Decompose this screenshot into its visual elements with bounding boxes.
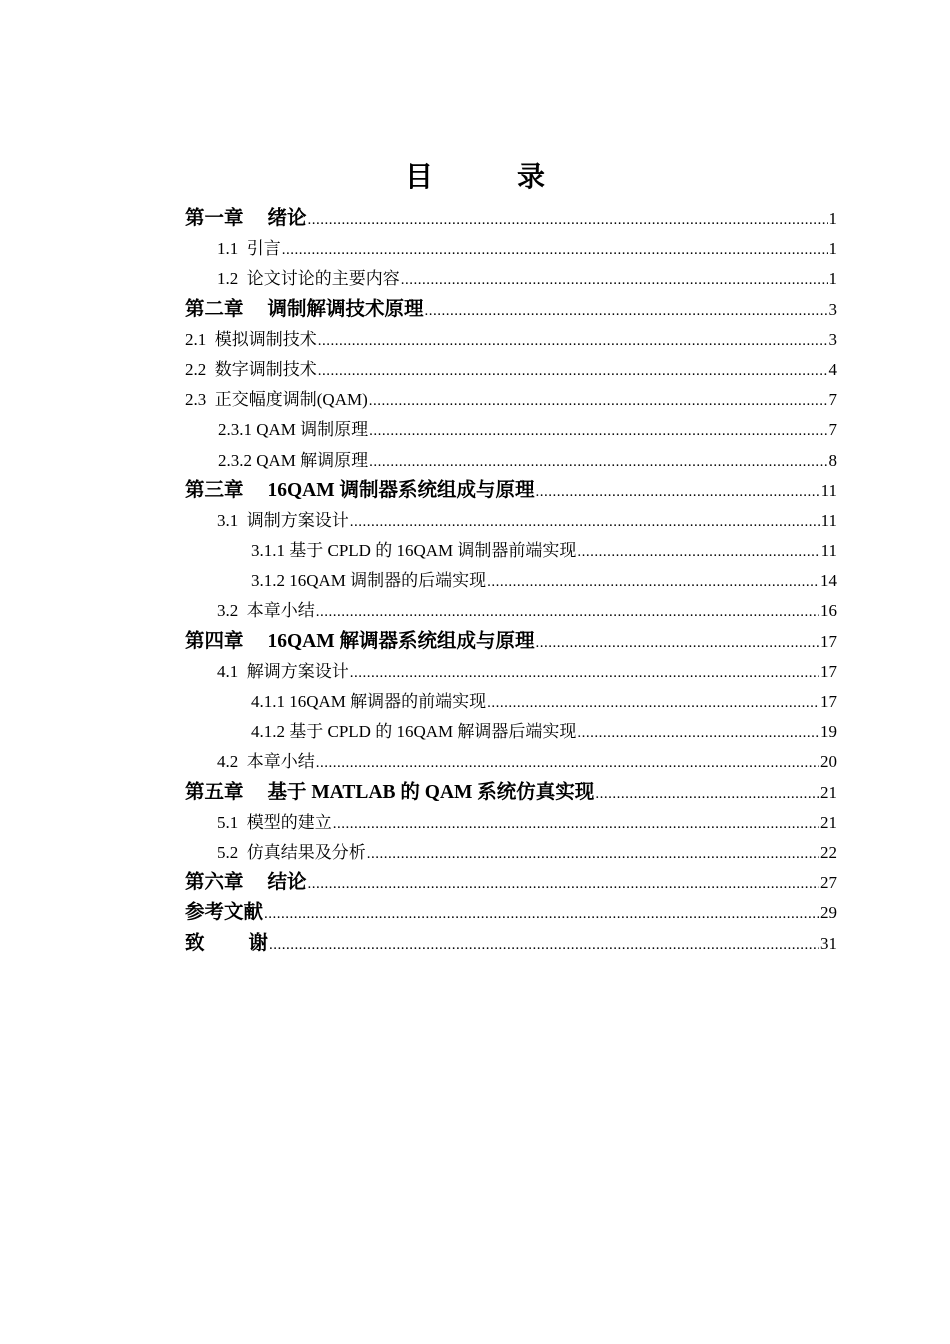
toc-entry-label: 2.2 数字调制技术 (185, 359, 317, 379)
dot-leader (269, 930, 819, 960)
dot-leader (577, 537, 819, 567)
toc-page-number: 14 (820, 571, 837, 591)
toc-entry-chapter-3[interactable] (185, 476, 837, 506)
dot-leader (367, 839, 819, 869)
toc-page-number: 21 (820, 812, 837, 832)
dot-leader (264, 899, 819, 929)
toc-page-number: 11 (820, 480, 837, 500)
toc-entry-label: 2.3 正交幅度调制(QAM) (185, 390, 368, 410)
dot-leader (536, 628, 819, 658)
toc-page-number: 17 (820, 631, 837, 651)
toc-entry-3-1-1[interactable] (185, 536, 837, 566)
toc-page-number: 4 (828, 359, 837, 379)
toc-page-number: 21 (820, 782, 837, 802)
toc-page-number: 16 (820, 601, 837, 621)
toc-page-number: 27 (820, 873, 837, 893)
toc-entry-references[interactable] (185, 898, 837, 928)
dot-leader (487, 688, 819, 718)
toc-page-number: 20 (820, 752, 837, 772)
dot-leader (318, 326, 828, 356)
toc-entry-label: 参考文献 (185, 902, 264, 924)
toc-entry-5-1[interactable] (185, 808, 837, 838)
dot-leader (487, 567, 819, 597)
toc-page-number: 11 (820, 541, 837, 561)
toc-page-number: 17 (820, 661, 837, 681)
toc-list (185, 204, 837, 959)
toc-page-number: 7 (828, 420, 837, 440)
toc-page-number: 8 (828, 450, 837, 470)
toc-entry-label: 第四章 16QAM 解调器系统组成与原理 (185, 630, 535, 652)
toc-page-number: 11 (820, 510, 837, 530)
toc-entry-label: 2.3.2 QAM 解调原理 (218, 450, 369, 470)
toc-entry-4-1[interactable] (185, 657, 837, 687)
toc-entry-label: 5.2 仿真结果及分析 (217, 842, 366, 862)
dot-leader (350, 507, 820, 537)
toc-entry-label: 3.2 本章小结 (217, 601, 315, 621)
toc-page-number: 19 (820, 722, 837, 742)
dot-leader (401, 265, 828, 295)
toc-entry-2-3-1[interactable] (185, 415, 837, 445)
toc-entry-label: 5.1 模型的建立 (217, 812, 332, 832)
toc-entry-label: 2.1 模拟调制技术 (185, 329, 317, 349)
toc-entry-3-2[interactable] (185, 596, 837, 626)
dot-leader (369, 447, 827, 477)
toc-entry-2-1[interactable] (185, 325, 837, 355)
toc-entry-label: 第五章 基于 MATLAB 的 QAM 系统仿真实现 (185, 781, 595, 803)
toc-entry-acknowledgements[interactable] (185, 929, 837, 959)
toc-entry-label: 3.1.2 16QAM 调制器的后端实现 (251, 571, 487, 591)
toc-entry-label: 1.2 论文讨论的主要内容 (217, 269, 400, 289)
dot-leader (282, 235, 828, 265)
toc-page-number: 1 (828, 269, 837, 289)
dot-leader (333, 809, 819, 839)
dot-leader (577, 718, 819, 748)
toc-entry-label: 4.1 解调方案设计 (217, 661, 349, 681)
dot-leader (308, 869, 819, 899)
toc-entry-label: 4.1.1 16QAM 解调器的前端实现 (251, 692, 487, 711)
dot-leader (350, 658, 819, 688)
toc-entry-chapter-1[interactable] (185, 204, 837, 234)
toc-entry-5-2[interactable] (185, 838, 837, 868)
toc-entry-label: 1.1 引言 (217, 239, 281, 259)
toc-entry-label: 第三章 16QAM 调制器系统组成与原理 (185, 479, 535, 501)
toc-page-number: 1 (828, 239, 837, 259)
toc-entry-4-1-1[interactable] (185, 687, 837, 717)
toc-entry-4-2[interactable] (185, 747, 837, 777)
toc-entry-chapter-2[interactable] (185, 295, 837, 325)
toc-page-number: 31 (820, 933, 837, 953)
toc-page-number: 1 (828, 209, 837, 228)
toc-entry-label: 2.3.1 QAM 调制原理 (218, 420, 369, 440)
toc-entry-label: 第六章 结论 (185, 872, 307, 894)
toc-entry-label: 3.1.1 基于 CPLD 的 16QAM 调制器前端实现 (251, 541, 577, 561)
toc-title: 目 录 (404, 162, 573, 193)
toc-entry-2-3-2[interactable] (185, 446, 837, 476)
toc-entry-4-1-2[interactable] (185, 717, 837, 747)
toc-page-number: 3 (828, 329, 837, 349)
toc-entry-label: 4.2 本章小结 (217, 752, 315, 772)
dot-leader (308, 205, 828, 235)
toc-entry-label: 4.1.2 基于 CPLD 的 16QAM 解调器后端实现 (251, 722, 577, 742)
toc-page-number: 29 (820, 903, 837, 923)
dot-leader (369, 386, 828, 416)
dot-leader (369, 416, 827, 446)
toc-entry-label: 第二章 调制解调技术原理 (185, 298, 424, 320)
toc-entry-label: 第一章 绪论 (185, 208, 307, 229)
toc-entry-label: 3.1 调制方案设计 (217, 510, 349, 530)
toc-page-number: 7 (828, 390, 837, 410)
dot-leader (425, 296, 828, 326)
toc-entry-2-3[interactable] (185, 385, 837, 415)
toc-entry-label: 致 谢 (185, 932, 269, 954)
toc-page-number: 3 (828, 299, 837, 319)
toc-entry-chapter-6[interactable] (185, 868, 837, 898)
dot-leader (316, 597, 819, 627)
toc-entry-3-1-2[interactable] (185, 566, 837, 596)
toc-page-number: 17 (820, 692, 837, 711)
toc-entry-1-2[interactable] (185, 264, 837, 294)
toc-entry-3-1[interactable] (185, 506, 837, 536)
toc-entry-chapter-4[interactable] (185, 627, 837, 657)
dot-leader (318, 356, 828, 386)
toc-page-number: 22 (820, 842, 837, 862)
dot-leader (536, 477, 820, 507)
toc-entry-chapter-5[interactable] (185, 778, 837, 808)
dot-leader (595, 779, 819, 809)
toc-entry-2-2[interactable] (185, 355, 837, 385)
dot-leader (316, 748, 819, 778)
toc-entry-1-1[interactable] (185, 234, 837, 264)
